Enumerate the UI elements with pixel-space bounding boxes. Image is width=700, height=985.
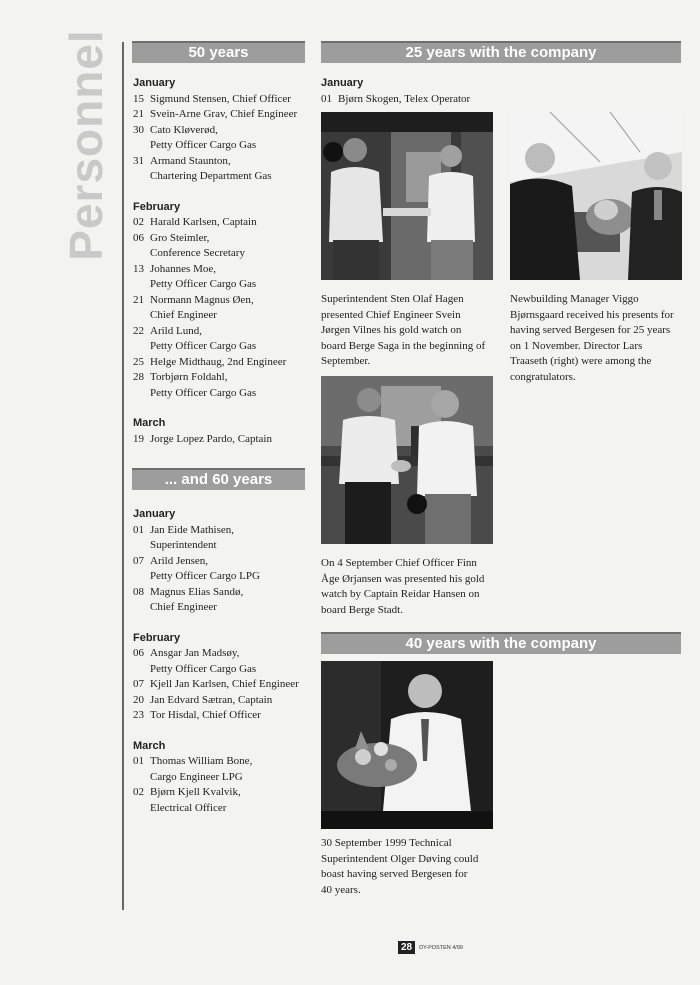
page-number: 28	[398, 941, 415, 954]
entry-name: Harald Karlsen, Captain	[150, 216, 257, 228]
list-item	[133, 523, 313, 539]
entry-name: Helge Midthaug, 2nd Engineer	[150, 355, 287, 368]
entry-day	[133, 538, 150, 554]
list-item	[133, 600, 313, 616]
entry-day: 06	[133, 231, 144, 244]
list-item	[133, 801, 313, 817]
entry-name: Arild Lund,	[150, 324, 202, 337]
caption-gold-watch-berge-saga	[321, 292, 501, 370]
list-item	[133, 231, 313, 247]
caption-line: 30 September 1999 Technical	[321, 837, 452, 849]
month-label: March	[133, 739, 166, 752]
entry-day: 02	[133, 786, 144, 798]
month-label: February	[133, 200, 181, 213]
entry-name: Jan Eide Mathisen,	[150, 523, 235, 536]
caption-line: Traaseth (right) were among the	[510, 355, 652, 367]
list-item	[133, 308, 313, 324]
list-item	[133, 538, 313, 554]
list-item	[133, 107, 313, 123]
entry-day: 15	[133, 92, 144, 105]
caption-line: September.	[321, 355, 371, 367]
caption-line: having served Bergesen for 25 years	[510, 324, 671, 336]
list-item	[133, 215, 313, 231]
list-item	[133, 677, 313, 693]
sixty-years-list	[133, 507, 313, 831]
month-label: February	[133, 631, 181, 644]
sixty-years-heading: ... and 60 years	[132, 468, 305, 490]
entry-day: 28	[133, 371, 144, 383]
list-item	[133, 169, 313, 185]
photo-gold-watch-berge-stadt	[321, 376, 493, 544]
entry-name: Chief Engineer	[150, 601, 217, 613]
entry-day	[133, 662, 150, 678]
fifty-years-heading: 50 years	[132, 41, 305, 63]
month-group	[133, 507, 313, 616]
list-item	[133, 324, 313, 340]
caption-line: on 1 November. Director Lars	[510, 339, 643, 352]
entry-name: Petty Officer Cargo Gas	[150, 386, 257, 399]
entry-day: 01	[133, 523, 144, 536]
caption-line: Jørgen Vilnes his gold watch on	[321, 324, 462, 336]
caption-line: presented Chief Engineer Svein	[321, 308, 461, 321]
month-group	[133, 76, 313, 185]
list-item	[133, 262, 313, 278]
list-item	[133, 569, 313, 585]
entry-name: Bjørn Skogen, Telex Operator	[338, 92, 471, 105]
list-item	[133, 708, 313, 724]
entry-name: Chief Engineer	[150, 309, 217, 321]
entry-day: 08	[133, 585, 144, 598]
entry-day: 07	[133, 678, 144, 690]
list-item	[133, 386, 313, 402]
entry-name: Armand Staunton,	[150, 154, 231, 167]
entry-name: Magnus Elias Sandø,	[150, 585, 244, 598]
caption-line: On 4 September Chief Officer Finn	[321, 557, 477, 569]
list-item	[133, 754, 313, 770]
entry-name: Petty Officer Cargo Gas	[150, 662, 257, 675]
entry-day: 23	[133, 709, 144, 721]
list-item	[321, 92, 521, 108]
caption-line: boast having served Bergesen for	[321, 868, 468, 880]
entry-name: Svein-Arne Grav, Chief Engineer	[150, 108, 298, 120]
month-group	[133, 631, 313, 724]
list-item	[133, 646, 313, 662]
caption-newbuilding-manager	[510, 292, 690, 385]
month-label: January	[133, 77, 176, 89]
month-group	[133, 739, 313, 817]
entry-name: Jan Edvard Sætran, Captain	[150, 693, 273, 706]
month-label: January	[133, 508, 176, 520]
entry-name: Gro Steimler,	[150, 231, 210, 244]
entry-day: 31	[133, 154, 144, 167]
entry-name: Cargo Engineer LPG	[150, 770, 243, 783]
publication-name: DY-POSTEN 4/99	[419, 944, 463, 951]
entry-name: Torbjørn Foldahl,	[150, 371, 228, 383]
entry-name: Petty Officer Cargo Gas	[150, 278, 257, 290]
list-item	[133, 770, 313, 786]
entry-name: Electrical Officer	[150, 801, 227, 814]
list-item	[133, 693, 313, 709]
entry-day: 21	[133, 108, 144, 120]
entry-name: Thomas William Bone,	[150, 755, 253, 767]
entry-day	[133, 386, 150, 402]
list-item	[133, 154, 313, 170]
caption-line: Newbuilding Manager Viggo	[510, 293, 639, 305]
caption-line: Bjørnsgaard received his presents for	[510, 308, 674, 321]
entry-day: 22	[133, 324, 144, 337]
photo-forty-years	[321, 661, 493, 829]
entry-name: Petty Officer Cargo LPG	[150, 570, 260, 582]
entry-day	[133, 138, 150, 154]
entry-day	[133, 600, 150, 616]
entry-day: 20	[133, 693, 144, 706]
list-item	[133, 92, 313, 108]
twentyfive-list	[321, 76, 521, 107]
entry-day: 30	[133, 123, 144, 136]
caption-forty-years	[321, 836, 501, 898]
entry-day	[133, 277, 150, 293]
entry-day	[133, 308, 150, 324]
entry-name: Sigmund Stensen, Chief Officer	[150, 92, 291, 105]
entry-name: Kjell Jan Karlsen, Chief Engineer	[150, 678, 299, 690]
fifty-years-list	[133, 76, 313, 462]
caption-line: board Berge Saga in the beginning of	[321, 339, 486, 352]
entry-name: Tor Hisdal, Chief Officer	[150, 709, 261, 721]
month-label: January	[321, 77, 364, 89]
twentyfive-years-heading: 25 years with the company	[321, 41, 681, 63]
entry-name: Bjørn Kjell Kvalvik,	[150, 786, 241, 798]
entry-name: Conference Secretary	[150, 247, 245, 259]
entry-name: Petty Officer Cargo Gas	[150, 340, 257, 352]
entry-name: Jorge Lopez Pardo, Captain	[150, 432, 272, 445]
entry-day: 07	[133, 554, 144, 567]
entry-day	[133, 169, 150, 185]
entry-name: Ansgar Jan Madsøy,	[150, 647, 240, 659]
list-item	[133, 293, 313, 309]
list-item	[133, 138, 313, 154]
entry-day: 13	[133, 262, 144, 275]
entry-name: Normann Magnus Øen,	[150, 293, 254, 306]
month-group	[133, 200, 313, 402]
list-item	[133, 339, 313, 355]
entry-day	[133, 339, 150, 355]
photo-newbuilding-manager	[510, 112, 682, 280]
caption-gold-watch-berge-stadt	[321, 556, 501, 618]
caption-line: congratulators.	[510, 370, 576, 383]
list-item	[133, 246, 313, 262]
list-item	[133, 355, 313, 371]
list-item	[133, 662, 313, 678]
caption-line: board Berge Stadt.	[321, 603, 403, 616]
entry-day	[133, 246, 150, 262]
caption-line: Åge Ørjansen was presented his gold	[321, 572, 485, 585]
section-title-text: Personnel	[60, 29, 112, 261]
section-title	[58, 29, 114, 261]
entry-name: Superintendent	[150, 539, 217, 551]
entry-day	[133, 801, 150, 817]
list-item	[133, 370, 313, 386]
month-group	[133, 416, 313, 447]
caption-line: Superintendent Olger Døving could	[321, 852, 479, 865]
entry-name: Cato Kløverød,	[150, 123, 218, 136]
entry-day	[133, 770, 150, 786]
list-item	[133, 432, 313, 448]
list-item	[133, 554, 313, 570]
entry-day: 21	[133, 293, 144, 306]
list-item	[133, 123, 313, 139]
caption-line: Superintendent Sten Olaf Hagen	[321, 293, 464, 305]
entry-name: Arild Jensen,	[150, 554, 209, 567]
forty-years-heading: 40 years with the company	[321, 632, 681, 654]
entry-day: 25	[133, 355, 144, 368]
entry-day: 19	[133, 432, 144, 445]
entry-name: Petty Officer Cargo Gas	[150, 139, 257, 151]
entry-day: 01	[321, 92, 332, 105]
entry-name: Chartering Department Gas	[150, 170, 272, 182]
list-item	[133, 785, 313, 801]
month-label: March	[133, 417, 166, 429]
list-item	[133, 277, 313, 293]
caption-line: 40 years.	[321, 883, 361, 896]
page-footer	[398, 941, 463, 954]
photo-gold-watch-berge-saga	[321, 112, 493, 280]
entry-name: Johannes Moe,	[150, 262, 216, 275]
caption-line: watch by Captain Reidar Hansen on	[321, 588, 480, 600]
entry-day: 01	[133, 755, 144, 767]
entry-day: 06	[133, 647, 144, 659]
vertical-rule	[122, 42, 124, 910]
list-item	[133, 585, 313, 601]
entry-day	[133, 569, 150, 585]
entry-day: 02	[133, 216, 144, 228]
